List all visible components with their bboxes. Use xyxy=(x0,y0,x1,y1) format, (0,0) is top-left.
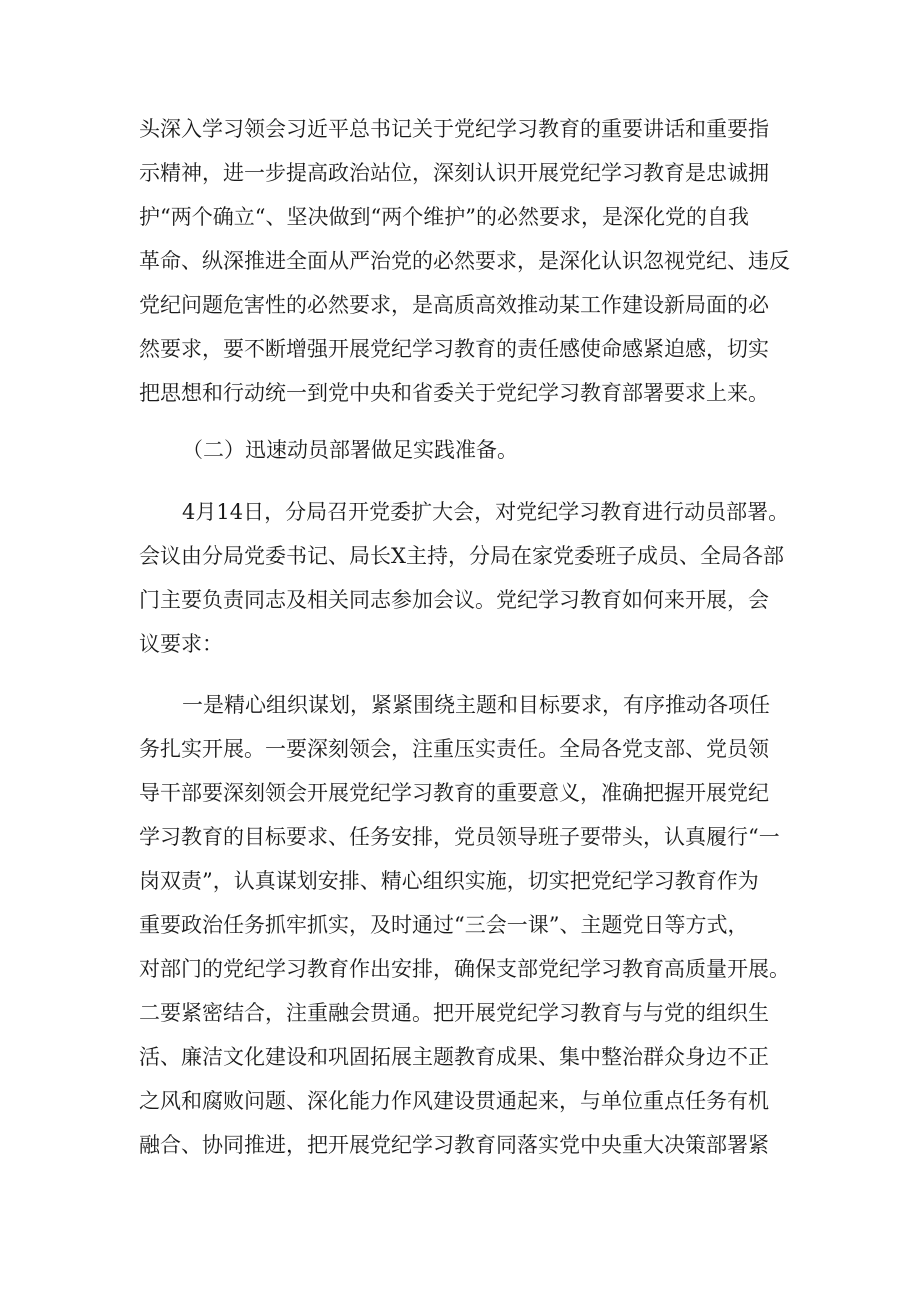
text-line: 二要紧密结合，注重融会贯通。把开展党纪学习教育与与党的组织生 xyxy=(139,1001,769,1025)
text-line: 对部门的党纪学习教育作出安排，确保支部党纪学习教育高质量开展。 xyxy=(139,957,790,981)
text-line: 4月14日，分局召开党委扩大会，对党纪学习教育进行动员部署。 xyxy=(182,500,790,524)
text-line: 岗双责”，认真谋划安排、精心组织实施，切实把党纪学习教育作为 xyxy=(139,869,759,893)
text-line: 革命、纵深推进全面从严治党的必然要求，是深化认识忽视党纪、违反 xyxy=(139,249,790,273)
text-line: 示精神，进一步提高政治站位，深刻认识开展党纪学习教育是忠诚拥 xyxy=(139,161,769,185)
text-line: 一是精心组织谋划，紧紧围绕主题和目标要求，有序推动各项任 xyxy=(182,693,770,717)
text-line: 重要政治任务抓牢抓实，及时通过“三会一课”、主题党日等方式， xyxy=(139,913,749,937)
text-line: 护“两个确立“、坚决做到“两个维护”的必然要求，是深化党的自我 xyxy=(139,205,749,229)
text-line: 门主要负责同志及相关同志参加会议。党纪学习教育如何来开展，会 xyxy=(139,588,769,612)
text-line: 头深入学习领会习近平总书记关于党纪学习教育的重要讲话和重要指 xyxy=(139,117,769,141)
text-line: 活、廉洁文化建设和巩固拓展主题教育成果、集中整治群众身边不正 xyxy=(139,1045,769,1069)
section-heading: （二）迅速动员部署做足实践准备。 xyxy=(182,438,518,462)
text-line: 议要求： xyxy=(139,632,223,656)
text-line: 务扎实开展。一要深刻领会，注重压实责任。全局各党支部、党员领 xyxy=(139,737,769,761)
text-line: 学习教育的目标要求、任务安排，党员领导班子要带头，认真履行“一 xyxy=(139,825,780,849)
text-line: 融合、协同推进，把开展党纪学习教育同落实党中央重大决策部署紧 xyxy=(139,1133,769,1157)
text-line: 党纪问题危害性的必然要求，是高质高效推动某工作建设新局面的必 xyxy=(139,293,769,317)
text-line: 导干部要深刻领会开展党纪学习教育的重要意义，准确把握开展党纪 xyxy=(139,781,769,805)
text-line: 会议由分局党委书记、局长X主持，分局在家党委班子成员、全局各部 xyxy=(139,544,784,568)
text-line: 然要求，要不断增强开展党纪学习教育的责任感使命感紧迫感，切实 xyxy=(139,337,769,361)
text-line: 把思想和行动统一到党中央和省委关于党纪学习教育部署要求上来。 xyxy=(139,381,769,405)
text-line: 之风和腐败问题、深化能力作风建设贯通起来，与单位重点任务有机 xyxy=(139,1089,769,1113)
